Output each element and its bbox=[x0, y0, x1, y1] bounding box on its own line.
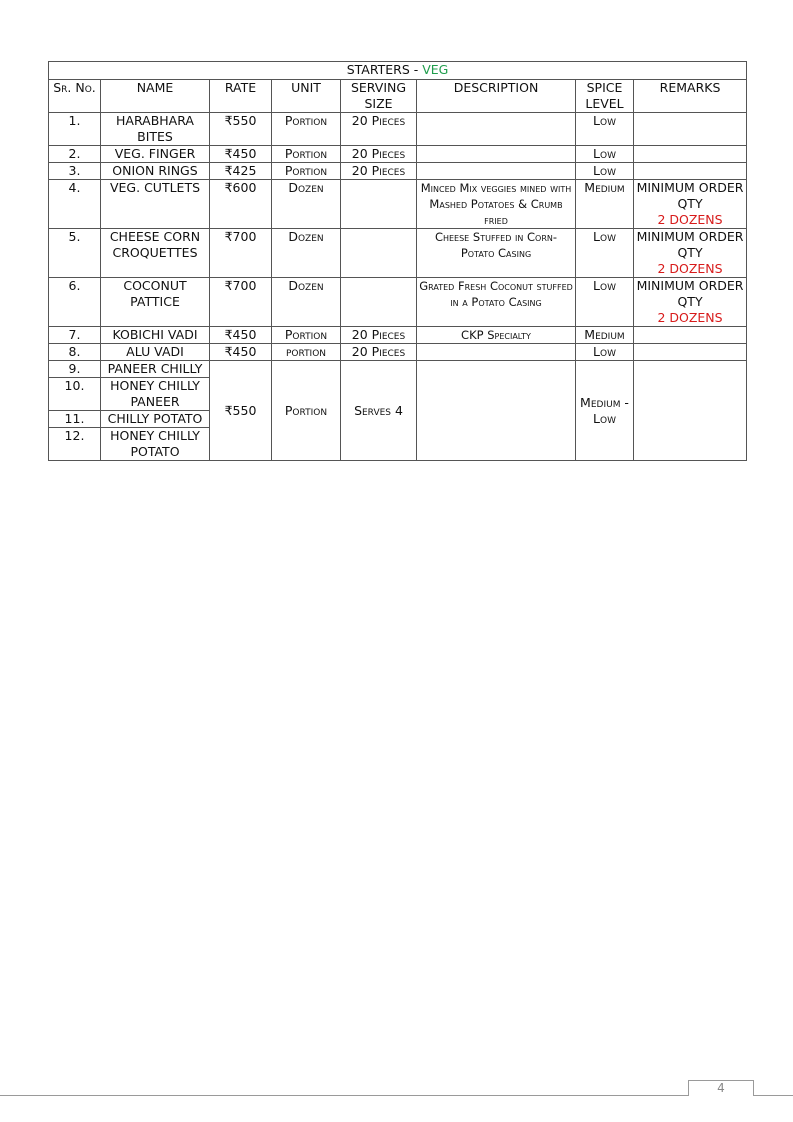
footer-rule bbox=[0, 1095, 793, 1096]
row-rate: ₹450 bbox=[210, 344, 272, 361]
row-remarks bbox=[634, 163, 747, 180]
header-description: DESCRIPTION bbox=[417, 80, 576, 113]
row-name: ALU VADI bbox=[101, 344, 210, 361]
row-name: KOBICHI VADI bbox=[101, 327, 210, 344]
row-unit: Portion bbox=[272, 163, 341, 180]
row-serving: 20 Pieces bbox=[341, 344, 417, 361]
remark-alert: 2 DOZENS bbox=[657, 310, 723, 325]
header-spice: SPICE LEVEL bbox=[576, 80, 634, 113]
row-remarks bbox=[634, 229, 747, 278]
row-sr: 3. bbox=[49, 163, 101, 180]
table-row bbox=[49, 163, 747, 180]
table-title-row bbox=[49, 62, 747, 80]
remark-alert: 2 DOZENS bbox=[657, 212, 723, 227]
row-serving: 20 Pieces bbox=[341, 327, 417, 344]
table-row bbox=[49, 180, 747, 229]
title-prefix: STARTERS - bbox=[346, 62, 423, 77]
row-sr: 6. bbox=[49, 278, 101, 327]
row-rate: ₹600 bbox=[210, 180, 272, 229]
row-spice: Low bbox=[576, 344, 634, 361]
row-remarks bbox=[634, 327, 747, 344]
row-remarks bbox=[634, 113, 747, 146]
row-spice: Medium bbox=[576, 180, 634, 229]
row-sr: 5. bbox=[49, 229, 101, 278]
header-name: NAME bbox=[101, 80, 210, 113]
row-sr: 11. bbox=[49, 411, 101, 428]
page-number: 4 bbox=[688, 1080, 754, 1096]
header-serving: SERVING SIZE bbox=[341, 80, 417, 113]
table-row bbox=[49, 278, 747, 327]
row-spice: Medium bbox=[576, 327, 634, 344]
row-serving: 20 Pieces bbox=[341, 163, 417, 180]
row-remarks bbox=[634, 344, 747, 361]
row-rate: ₹550 bbox=[210, 113, 272, 146]
row-sr: 10. bbox=[49, 378, 101, 411]
menu-group-rows bbox=[49, 361, 747, 461]
header-row bbox=[49, 80, 747, 113]
row-name: ONION RINGS bbox=[101, 163, 210, 180]
row-rate: ₹425 bbox=[210, 163, 272, 180]
row-serving bbox=[341, 278, 417, 327]
row-serving: 20 Pieces bbox=[341, 113, 417, 146]
group-spice: Medium - Low bbox=[576, 361, 634, 461]
row-unit: Dozen bbox=[272, 229, 341, 278]
row-description: Grated Fresh Coconut stuffed in a Potato Casing bbox=[417, 278, 576, 327]
row-rate: ₹700 bbox=[210, 229, 272, 278]
row-serving: 20 Pieces bbox=[341, 146, 417, 163]
row-spice: Low bbox=[576, 113, 634, 146]
remark-main: MINIMUM ORDER QTY bbox=[636, 278, 744, 309]
group-rate: ₹550 bbox=[210, 361, 272, 461]
row-serving bbox=[341, 180, 417, 229]
group-unit: Portion bbox=[272, 361, 341, 461]
table-row bbox=[49, 113, 747, 146]
row-sr: 8. bbox=[49, 344, 101, 361]
row-name: HONEY CHILLY POTATO bbox=[101, 428, 210, 461]
row-remarks bbox=[634, 278, 747, 327]
header-remarks: REMARKS bbox=[634, 80, 747, 113]
table-row bbox=[49, 344, 747, 361]
table-row bbox=[49, 361, 747, 378]
row-name: CHILLY POTATO bbox=[101, 411, 210, 428]
row-rate: ₹450 bbox=[210, 327, 272, 344]
row-description: CKP Specialty bbox=[417, 327, 576, 344]
row-unit: Portion bbox=[272, 113, 341, 146]
row-name: HONEY CHILLY PANEER bbox=[101, 378, 210, 411]
row-serving bbox=[341, 229, 417, 278]
table-row bbox=[49, 146, 747, 163]
group-remarks bbox=[634, 361, 747, 461]
row-spice: Low bbox=[576, 146, 634, 163]
table-row bbox=[49, 327, 747, 344]
group-description bbox=[417, 361, 576, 461]
row-sr: 12. bbox=[49, 428, 101, 461]
row-unit: Portion bbox=[272, 146, 341, 163]
table-row bbox=[49, 229, 747, 278]
row-sr: 4. bbox=[49, 180, 101, 229]
header-rate: RATE bbox=[210, 80, 272, 113]
row-description bbox=[417, 163, 576, 180]
remark-main: MINIMUM ORDER QTY bbox=[636, 180, 744, 211]
row-sr: 2. bbox=[49, 146, 101, 163]
row-sr: 9. bbox=[49, 361, 101, 378]
remark-main: MINIMUM ORDER QTY bbox=[636, 229, 744, 260]
starters-veg-table bbox=[48, 61, 747, 461]
row-unit: Dozen bbox=[272, 278, 341, 327]
row-remarks bbox=[634, 146, 747, 163]
header-unit: UNIT bbox=[272, 80, 341, 113]
row-spice: Low bbox=[576, 278, 634, 327]
row-description: Minced Mix veggies mined with Mashed Potatoes & Crumb fried bbox=[417, 180, 576, 229]
row-description bbox=[417, 113, 576, 146]
row-spice: Low bbox=[576, 163, 634, 180]
row-unit: Dozen bbox=[272, 180, 341, 229]
row-rate: ₹700 bbox=[210, 278, 272, 327]
header-sr: Sr. No. bbox=[49, 80, 101, 113]
row-spice: Low bbox=[576, 229, 634, 278]
row-unit: Portion bbox=[272, 327, 341, 344]
row-unit: portion bbox=[272, 344, 341, 361]
row-name: VEG. FINGER bbox=[101, 146, 210, 163]
group-serving: Serves 4 bbox=[341, 361, 417, 461]
row-description: Cheese Stuffed in Corn-Potato Casing bbox=[417, 229, 576, 278]
row-rate: ₹450 bbox=[210, 146, 272, 163]
title-highlight: VEG bbox=[422, 62, 449, 77]
row-description bbox=[417, 344, 576, 361]
table-title bbox=[49, 62, 747, 80]
row-name: COCONUT PATTICE bbox=[101, 278, 210, 327]
remark-alert: 2 DOZENS bbox=[657, 261, 723, 276]
row-name: VEG. CUTLETS bbox=[101, 180, 210, 229]
menu-rows bbox=[49, 113, 747, 361]
row-name: HARABHARA BITES bbox=[101, 113, 210, 146]
row-sr: 7. bbox=[49, 327, 101, 344]
row-name: PANEER CHILLY bbox=[101, 361, 210, 378]
row-name: CHEESE CORN CROQUETTES bbox=[101, 229, 210, 278]
row-sr: 1. bbox=[49, 113, 101, 146]
row-description bbox=[417, 146, 576, 163]
row-remarks bbox=[634, 180, 747, 229]
